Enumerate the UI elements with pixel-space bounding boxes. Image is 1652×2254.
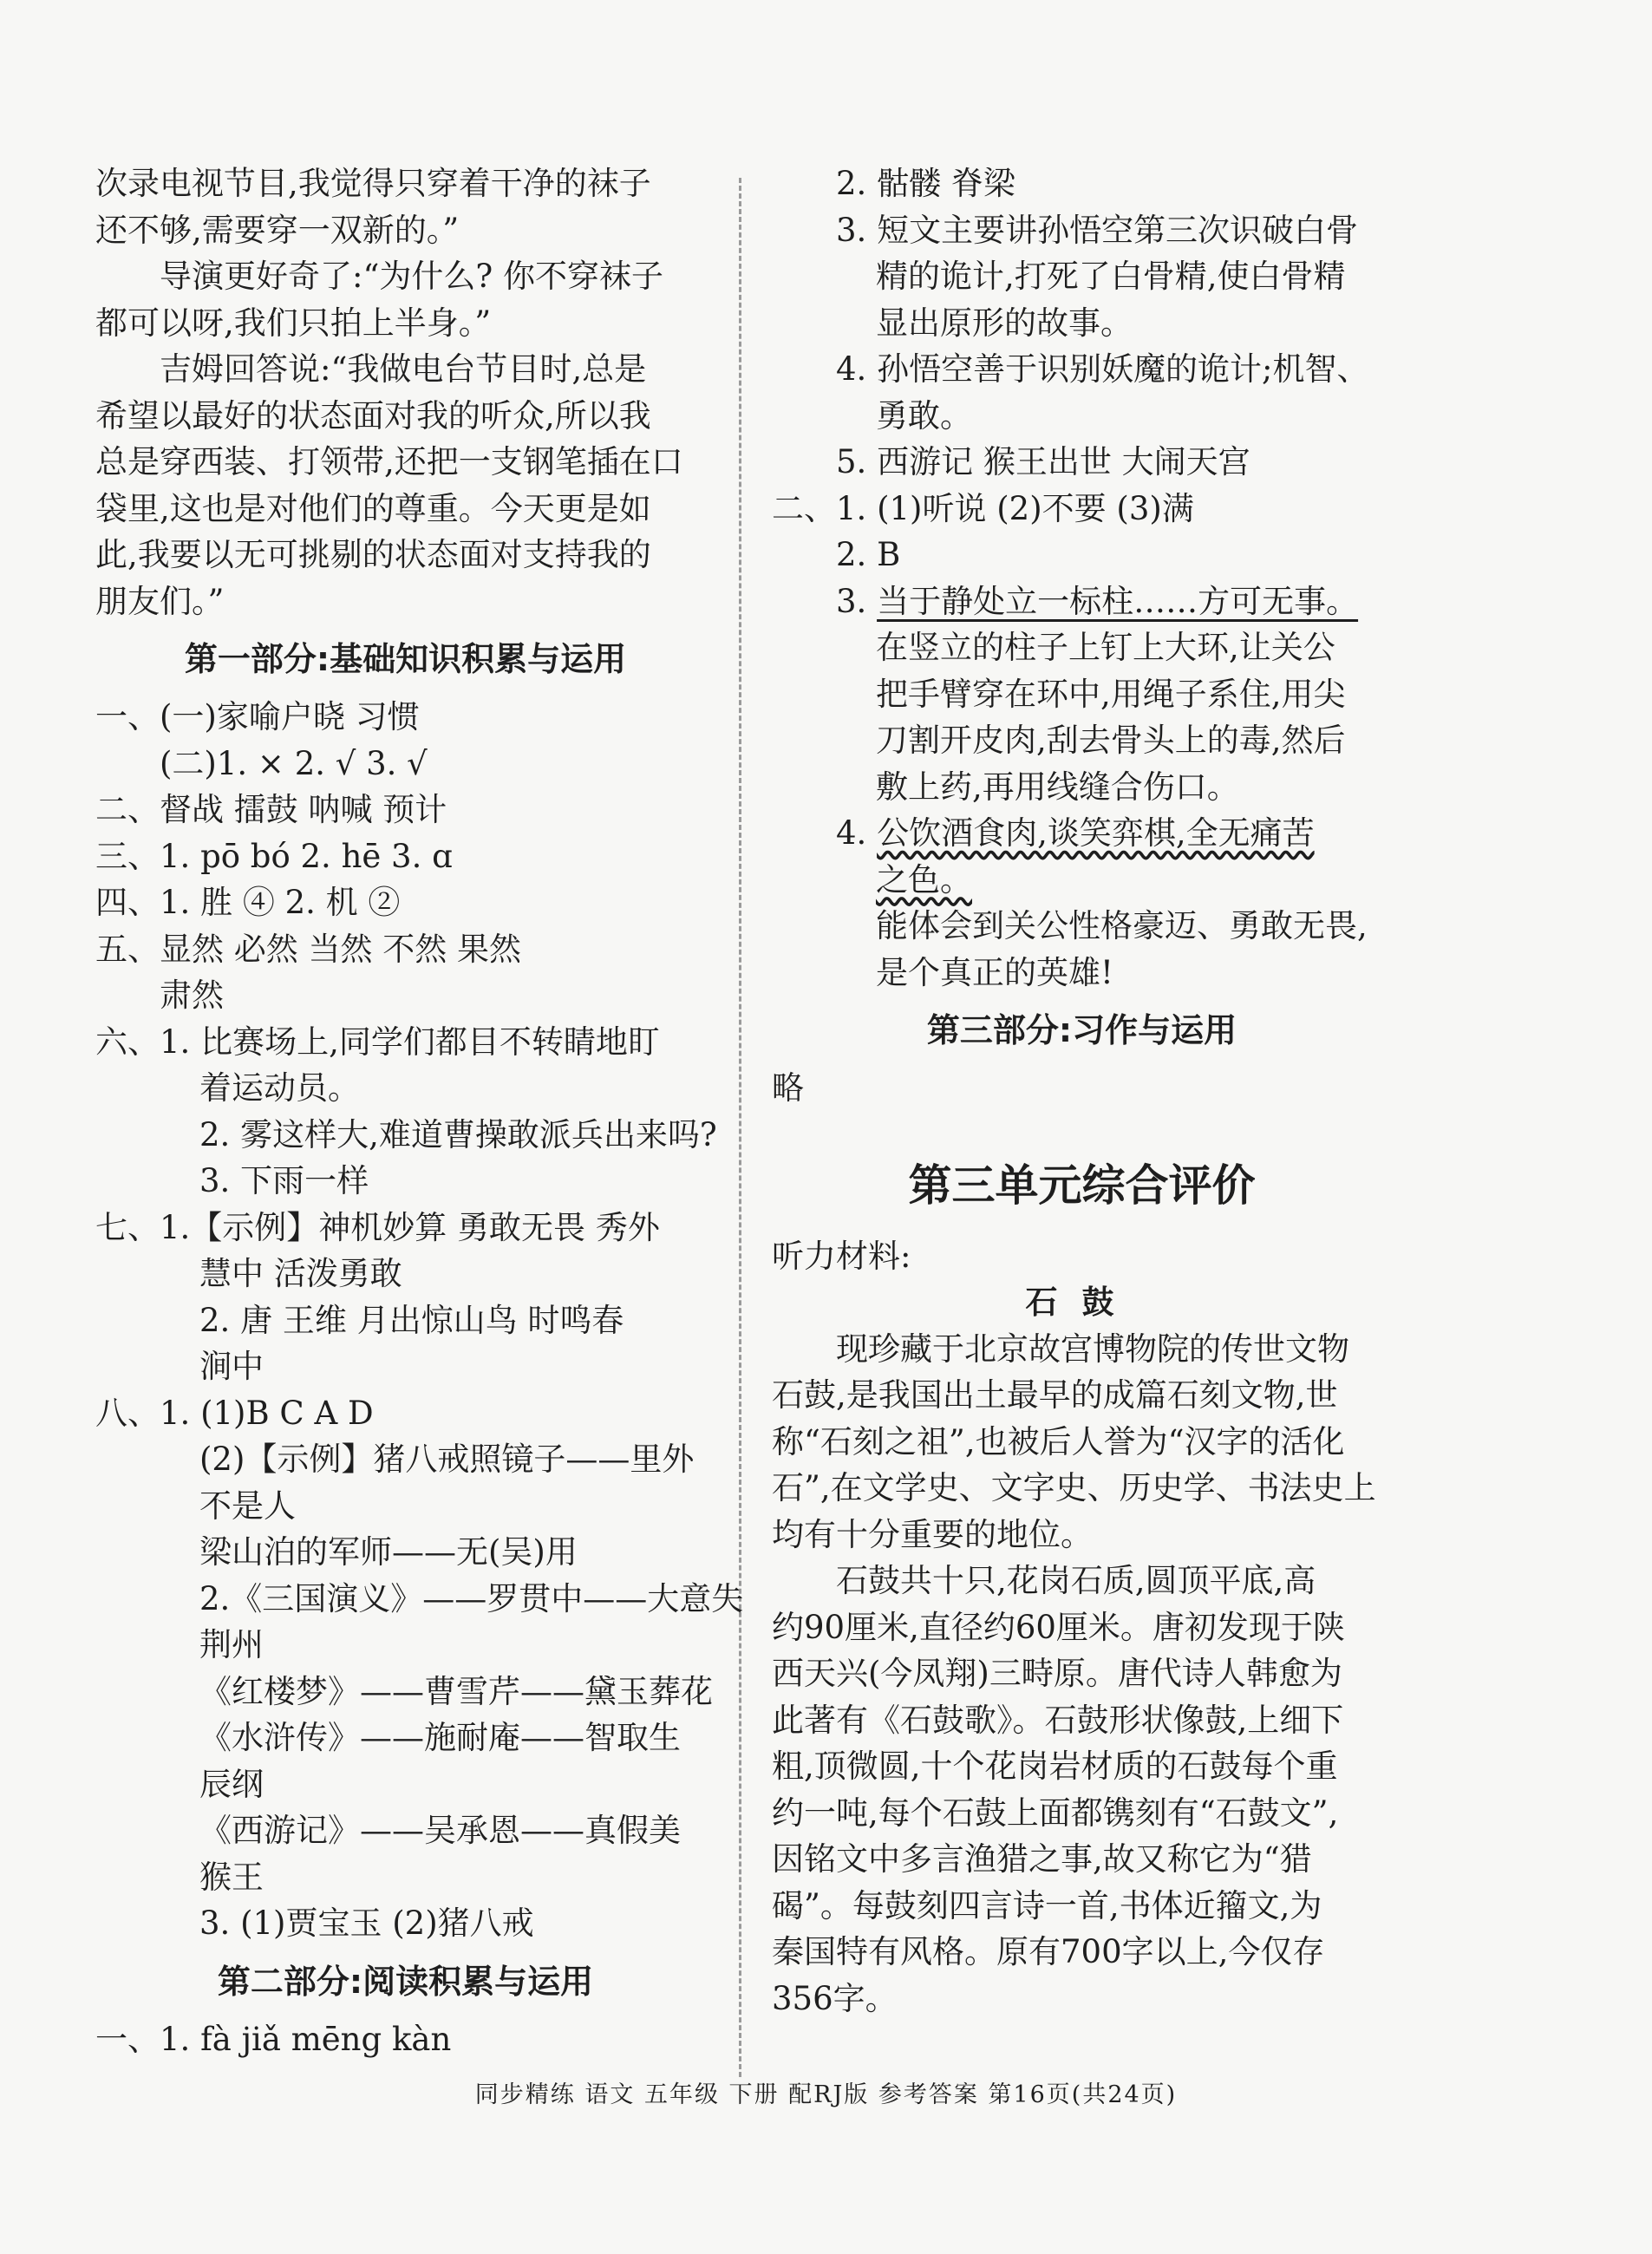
answer-line: 精的诡计,打死了白骨精,使白骨精 bbox=[876, 258, 1346, 295]
answer-line: 一、(一)家喻户晓 习惯 bbox=[95, 698, 420, 735]
left-column bbox=[95, 160, 744, 2062]
answer-line: 2. 唐 王维 月出惊山鸟 时鸣春 bbox=[199, 1301, 624, 1339]
answer-line: 在竖立的柱子上钉上大环,让关公 bbox=[876, 629, 1335, 666]
story-line: 此,我要以无可挑剔的状态面对支持我的 bbox=[95, 536, 651, 573]
article-line: 约一吨,每个石鼓上面都镌刻有“石鼓文”, bbox=[772, 1793, 1339, 1832]
answer-line: 猴王 bbox=[199, 1858, 264, 1896]
underlined-quote: 当于静处立一标柱……方可无事。 bbox=[877, 582, 1359, 620]
answer-line: 一、1. fà jiǎ mēng kàn bbox=[95, 2020, 452, 2058]
story-line: 希望以最好的状态面对我的听众,所以我 bbox=[95, 396, 651, 434]
question-number: 4. bbox=[836, 814, 867, 852]
article-line: 因铭文中多言渔猎之事,故又称它为“猎 bbox=[772, 1840, 1312, 1878]
part1-heading: 第一部分:基础知识积累与运用 bbox=[184, 640, 627, 678]
article-line: 粗,顶微圆,十个花岗岩材质的石鼓每个重 bbox=[772, 1748, 1338, 1785]
article-line: 356字。 bbox=[772, 1979, 898, 2017]
answer-line: 二、1. (1)听说 (2)不要 (3)满 bbox=[772, 489, 1194, 527]
article-line: 石鼓,是我国出土最早的成篇石刻文物,世 bbox=[772, 1376, 1338, 1414]
article-line: 石”,在文学史、文字史、历史学、书法史上 bbox=[772, 1469, 1376, 1506]
answer-line: 七、1.【示例】神机妙算 勇敢无畏 秀外 bbox=[95, 1208, 660, 1246]
article-line: 称“石刻之祖”,也被后人誉为“汉字的活化 bbox=[772, 1422, 1345, 1460]
story-line: 导演更好奇了:“为什么? 你不穿袜子 bbox=[160, 258, 663, 295]
answer-line bbox=[772, 578, 1392, 625]
answer-line: 5. 西游记 猴王出世 大闹天宫 bbox=[836, 443, 1250, 480]
part3-heading: 第三部分:习作与运用 bbox=[926, 1011, 1237, 1049]
answer-line bbox=[772, 857, 1392, 904]
answer-line: 敷上药,再用线缝合伤口。 bbox=[876, 768, 1239, 806]
answer-line bbox=[772, 810, 1392, 857]
answer-line: 四、1. 胜 ④ 2. 机 ② bbox=[95, 884, 401, 921]
answer-line: (二)1. × 2. √ 3. √ bbox=[160, 744, 428, 782]
answer-line: 肃然 bbox=[160, 977, 224, 1014]
answer-line: 辰纲 bbox=[199, 1765, 264, 1803]
answer-line: 2. 骷髅 脊梁 bbox=[836, 165, 1015, 202]
answer-line: 五、显然 必然 当然 不然 果然 bbox=[95, 930, 522, 968]
answer-line: 显出原形的故事。 bbox=[876, 304, 1133, 342]
article-title: 石鼓 bbox=[1025, 1283, 1139, 1321]
answer-line: 2. B bbox=[836, 536, 901, 573]
part2-answers bbox=[772, 160, 1392, 996]
answer-line: 二、督战 擂鼓 呐喊 预计 bbox=[95, 791, 447, 828]
answer-line: 3. 下雨一样 bbox=[199, 1162, 369, 1199]
listening-label: 听力材料: bbox=[772, 1237, 911, 1275]
answer-line: 《红楼梦》——曹雪芹——黛玉葬花 bbox=[199, 1672, 713, 1710]
story-line: 袋里,这也是对他们的尊重。今天更是如 bbox=[95, 489, 651, 527]
column-divider bbox=[739, 178, 741, 2077]
answer-line: 是个真正的英雄! bbox=[876, 953, 1113, 991]
article-line: 约90厘米,直径约60厘米。唐初发现于陕 bbox=[772, 1608, 1345, 1646]
answer-line: 能体会到关公性格豪迈、勇敢无畏, bbox=[876, 907, 1368, 944]
answer-line: 《水浒传》——施耐庵——智取生 bbox=[199, 1719, 681, 1756]
answer-line: 2. 雾这样大,难道曹操敢派兵出来吗? bbox=[199, 1115, 717, 1153]
answer-line: 3. (1)贾宝玉 (2)猪八戒 bbox=[199, 1904, 534, 1942]
answer-line: 着运动员。 bbox=[199, 1069, 360, 1107]
answer-line: 刀割开皮肉,刮去骨头上的毒,然后 bbox=[876, 722, 1346, 759]
answer-line: (2)【示例】猪八戒照镜子——里外 bbox=[199, 1441, 695, 1478]
article-line: 均有十分重要的地位。 bbox=[772, 1515, 1093, 1553]
page-footer: 同步精练 语文 五年级 下册 配RJ版 参考答案 第16页(共24页) bbox=[474, 2081, 1178, 2108]
right-column bbox=[772, 160, 1392, 2022]
listening-article bbox=[772, 1326, 1392, 2022]
story-line: 总是穿西装、打领带,还把一支钢笔插在口 bbox=[95, 443, 683, 480]
answer-line: 4. 孙悟空善于识别妖魔的诡计;机智、 bbox=[836, 350, 1369, 388]
article-line: 现珍藏于北京故宫博物院的传世文物 bbox=[836, 1330, 1349, 1368]
answer-line: 《西游记》——吴承恩——真假美 bbox=[199, 1812, 681, 1849]
answer-line: 三、1. pō bó 2. hē 3. ɑ bbox=[95, 837, 453, 875]
part2-heading: 第二部分:阅读积累与运用 bbox=[217, 1962, 594, 2001]
article-line: 此著有《石鼓歌》。石鼓形状像鼓,上细下 bbox=[772, 1701, 1344, 1739]
article-line: 碣”。每鼓刻四言诗一首,书体近籀文,为 bbox=[772, 1886, 1322, 1924]
answer-line: 3. 短文主要讲孙悟空第三次识破白骨 bbox=[836, 211, 1359, 249]
story-continuation bbox=[95, 160, 715, 624]
story-line: 朋友们。” bbox=[95, 582, 225, 620]
story-line: 还不够,需要穿一双新的。” bbox=[95, 211, 460, 249]
story-line: 都可以呀,我们只拍上半身。” bbox=[95, 304, 492, 342]
wavy-underlined-quote: 之色。 bbox=[876, 860, 972, 898]
answer-line: 荆州 bbox=[199, 1626, 264, 1663]
unit-title: 第三单元综合评价 bbox=[908, 1160, 1256, 1211]
story-line: 次录电视节目,我觉得只穿着干净的袜子 bbox=[95, 165, 651, 202]
answer-line: 梁山泊的军师——无(吴)用 bbox=[199, 1533, 578, 1571]
answer-line: 六、1. 比赛场上,同学们都目不转睛地盯 bbox=[95, 1022, 660, 1061]
answer-line: 把手臂穿在环中,用绳子系住,用尖 bbox=[876, 675, 1346, 713]
part3-answer: 略 bbox=[772, 1069, 804, 1107]
answer-line: 慧中 活泼勇敢 bbox=[199, 1255, 402, 1292]
wavy-underlined-quote: 公饮酒食肉,谈笑弈棋,全无痛苦 bbox=[877, 814, 1315, 852]
article-line: 秦国特有风格。原有700字以上,今仅存 bbox=[772, 1933, 1325, 1970]
article-line: 石鼓共十只,花岗石质,圆顶平底,高 bbox=[836, 1562, 1316, 1599]
part1-answers bbox=[95, 694, 744, 1947]
question-number: 3. bbox=[836, 582, 867, 620]
answer-line: 2.《三国演义》——罗贯中——大意失 bbox=[199, 1579, 744, 1617]
answer-line: 涧中 bbox=[199, 1348, 264, 1385]
answer-line: 八、1. (1)B C A D bbox=[95, 1394, 374, 1432]
answer-line: 勇敢。 bbox=[876, 396, 972, 434]
article-line: 西天兴(今凤翔)三畤原。唐代诗人韩愈为 bbox=[772, 1655, 1342, 1692]
answer-line: 不是人 bbox=[199, 1486, 296, 1525]
story-line: 吉姆回答说:“我做电台节目时,总是 bbox=[160, 350, 647, 388]
